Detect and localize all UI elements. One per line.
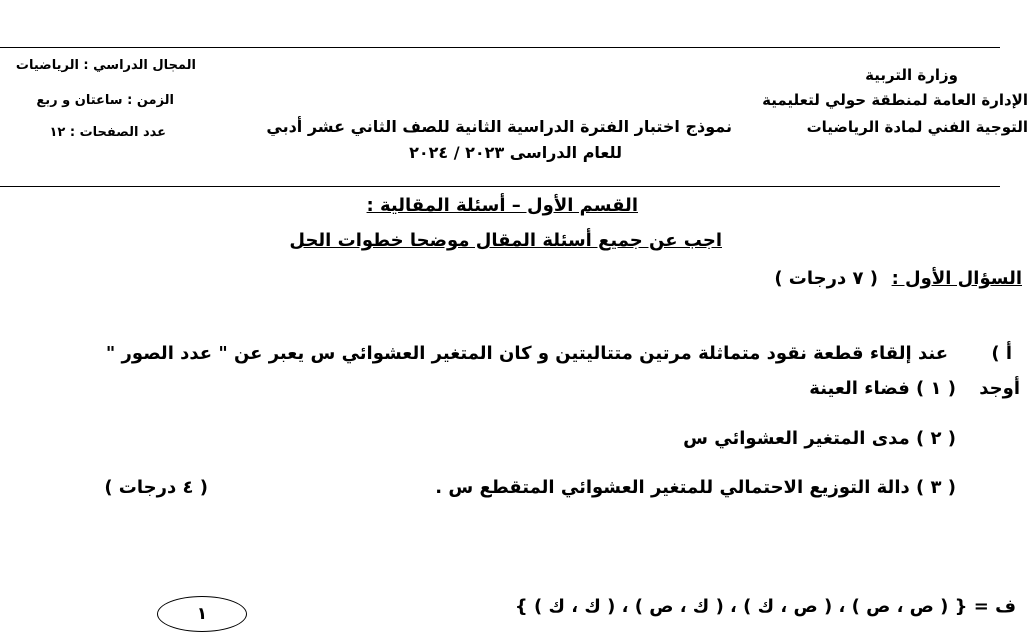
page-count: عدد الصفحات : ١٢ <box>49 125 166 140</box>
sample-space-answer: ف = { ( ص ، ص ) ، ( ص ، ك ) ، ( ك ، ص ) ، ( ك ، ك ) } <box>514 596 1016 617</box>
directorate-name: الإدارة العامة لمنطقة حولي لتعليمية <box>762 91 1028 109</box>
task-distribution: ( ٣ ) دالة التوزيع الاحتمالي للمتغير العشوائي المتقطع س . <box>435 477 956 498</box>
part-a-label: أ ) <box>991 343 1012 364</box>
supervision-name: التوجية الفني لمادة الرياضيات <box>806 118 1028 136</box>
question-heading: السؤال الأول : <box>891 268 1022 289</box>
ministry-name: وزارة التربية <box>865 66 958 84</box>
task-sample-space: ( ١ ) فضاء العينة <box>809 378 956 399</box>
score-mark-oval <box>157 596 247 632</box>
subject-field: المجال الدراسي : الرياضيات <box>15 58 196 73</box>
exam-duration: الزمن : ساعتان و ربع <box>36 93 174 108</box>
find-label: أوجد <box>979 378 1020 399</box>
header-top-rule <box>0 47 1000 48</box>
task-range: ( ٢ ) مدى المتغير العشوائي س <box>683 428 956 449</box>
academic-year: للعام الدراسى ٢٠٢٣ / ٢٠٢٤ <box>409 143 622 162</box>
section-instruction: اجب عن جميع أسئلة المقال موضحا خطوات الحل <box>289 230 722 251</box>
part-marks: ( ٤ درجات ) <box>104 477 208 498</box>
section-title: القسم الأول – أسئلة المقالية : <box>366 195 638 216</box>
exam-title: نموذج اختبار الفترة الدراسية الثانية للصف الثاني عشر أدبي <box>266 117 732 136</box>
question-marks: ( ٧ درجات ) <box>774 268 878 289</box>
score-mark-value: ١ <box>196 604 208 624</box>
part-a-text: عند إلقاء قطعة نقود متماثلة مرتين متتاليتين و كان المتغير العشوائي س يعبر عن " عدد الصور " <box>105 343 948 364</box>
header-bottom-rule <box>0 186 1000 187</box>
